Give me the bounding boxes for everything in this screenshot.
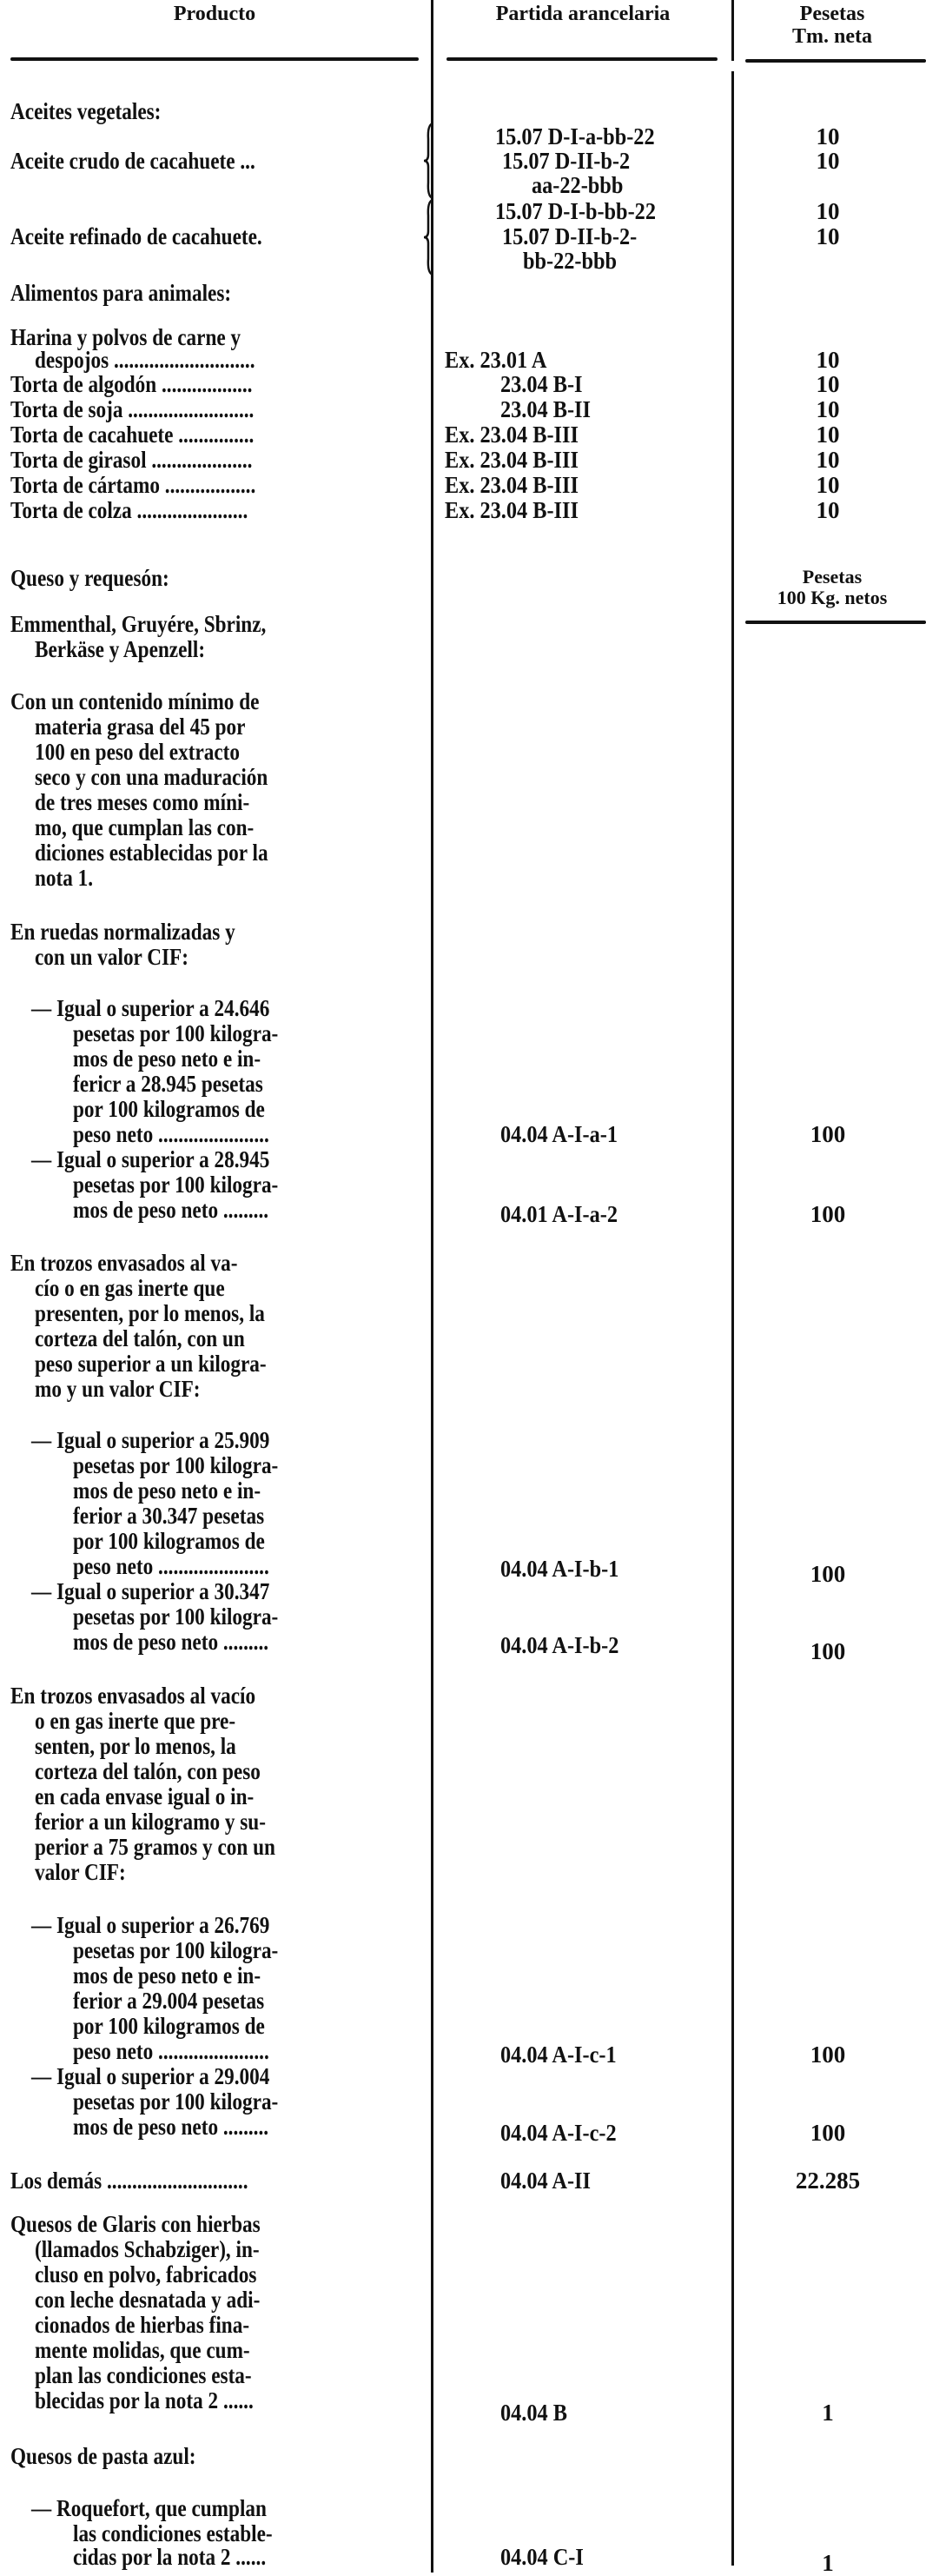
item-line: fericr a 28.945 pesetas xyxy=(73,1071,263,1097)
item-line: por 100 kilogramos de xyxy=(73,1528,265,1554)
paragraph-line: presenten, por lo menos, la xyxy=(35,1300,265,1326)
section-title: Aceites vegetales: xyxy=(10,98,162,124)
column-divider-2 xyxy=(731,0,734,61)
item-line: mos de peso neto e in- xyxy=(73,1962,261,1988)
tariff-code: 04.04 A-I-c-2 xyxy=(500,2120,617,2146)
subheader-rule xyxy=(745,621,926,624)
duty-value: 10 xyxy=(816,198,840,224)
tariff-code: Ex. 23.04 B-III xyxy=(445,447,579,473)
product-label: Berkäse y Apenzell: xyxy=(35,636,206,662)
item-line: pesetas por 100 kilogra- xyxy=(73,1603,279,1630)
item-line: mos de peso neto e in- xyxy=(73,1046,261,1072)
item-line: pesetas por 100 kilogra- xyxy=(73,1452,279,1478)
item-line: ferior a 29.004 pesetas xyxy=(73,1988,265,2014)
paragraph-line: En trozos envasados al va- xyxy=(10,1250,238,1276)
subheader-pesetas-2: 100 Kg. netos xyxy=(777,587,888,608)
tariff-code: 04.04 A-I-b-1 xyxy=(500,1556,619,1582)
paragraph-line: con un valor CIF: xyxy=(35,944,189,970)
duty-value: 10 xyxy=(816,497,840,523)
duty-value: 100 xyxy=(810,1561,846,1587)
paragraph-line: (llamados Schabziger), in- xyxy=(35,2236,260,2262)
tariff-code: 15.07 D-II-b-2 xyxy=(502,148,631,174)
tariff-code: Ex. 23.04 B-III xyxy=(445,497,579,523)
paragraph-line: materia grasa del 45 por xyxy=(35,714,246,740)
duty-value: 1 xyxy=(822,2400,834,2426)
duty-value: 1 xyxy=(822,2550,834,2576)
tariff-code: 04.04 B xyxy=(500,2400,567,2426)
item-line: pesetas por 100 kilogra- xyxy=(73,1172,279,1198)
item-line: por 100 kilogramos de xyxy=(73,2013,265,2039)
duty-value: 100 xyxy=(810,1121,846,1147)
paragraph-line: blecidas por la nota 2 ...... xyxy=(35,2387,254,2413)
column-divider-1 xyxy=(431,0,433,2573)
duty-value: 10 xyxy=(816,371,840,397)
item-line: — Igual o superior a 26.769 xyxy=(31,1912,270,1938)
paragraph-line: peso superior a un kilogra- xyxy=(35,1351,267,1377)
item-line: — Igual o superior a 25.909 xyxy=(31,1427,270,1453)
item-line: peso neto ...................... xyxy=(73,2038,269,2064)
duty-value: 100 xyxy=(810,1201,846,1227)
paragraph-line: o en gas inerte que pre- xyxy=(35,1708,236,1734)
item-line: mos de peso neto ......... xyxy=(73,2114,269,2140)
tariff-code: Ex. 23.04 B-III xyxy=(445,422,579,448)
product-label: despojos ............................ xyxy=(35,347,255,373)
paragraph-line: seco y con una maduración xyxy=(35,764,268,790)
tariff-code: 23.04 B-I xyxy=(500,371,583,397)
paragraph-line: de tres meses como míni- xyxy=(35,789,250,815)
duty-value: 100 xyxy=(810,2042,846,2068)
tariff-code: 04.04 A-I-c-1 xyxy=(500,2042,617,2068)
paragraph-line: 100 en peso del extracto xyxy=(35,739,241,765)
duty-value: 10 xyxy=(816,396,840,422)
paragraph-line: con leche desnatada y adi- xyxy=(35,2287,261,2313)
paragraph-line: cío o en gas inerte que xyxy=(35,1275,225,1301)
section-title: Alimentos para animales: xyxy=(10,280,232,306)
item-line: mos de peso neto e in- xyxy=(73,1477,261,1504)
brace-icon xyxy=(422,122,434,200)
duty-value: 10 xyxy=(816,472,840,498)
tariff-code: 04.04 C-I xyxy=(500,2544,584,2570)
duty-value: 10 xyxy=(816,347,840,373)
paragraph-line: diciones establecidas por la xyxy=(35,840,268,866)
duty-value: 10 xyxy=(816,148,840,174)
item-line: pesetas por 100 kilogra- xyxy=(73,2088,279,2115)
product-label: Aceite crudo de cacahuete ... xyxy=(10,148,255,174)
paragraph-line: perior a 75 gramos y con un xyxy=(35,1834,275,1860)
tariff-code: aa-22-bbb xyxy=(532,172,624,198)
header-partida: Partida arancelaria xyxy=(495,3,671,25)
tariff-code: 15.07 D-II-b-2- xyxy=(502,223,638,249)
item-line: — Igual o superior a 28.945 xyxy=(31,1146,270,1172)
product-label: Torta de algodón .................. xyxy=(10,371,253,397)
duty-value: 22.285 xyxy=(795,2168,861,2194)
tariff-code: 04.01 A-I-a-2 xyxy=(500,1201,618,1227)
product-label: Harina y polvos de carne y xyxy=(10,324,241,350)
paragraph-line: corteza del talón, con peso xyxy=(35,1758,261,1784)
product-label: Torta de cártamo .................. xyxy=(10,472,256,498)
paragraph-line: En ruedas normalizadas y xyxy=(10,919,235,945)
duty-value: 100 xyxy=(810,1638,846,1664)
header-rule-2 xyxy=(446,57,718,61)
tariff-code: 15.07 D-I-b-bb-22 xyxy=(495,198,656,224)
paragraph-line: En trozos envasados al vacío xyxy=(10,1683,256,1709)
tariff-code: Ex. 23.01 A xyxy=(445,347,547,373)
paragraph-line: en cada envase igual o in- xyxy=(35,1783,255,1809)
product-label: Emmenthal, Gruyére, Sbrinz, xyxy=(10,611,267,637)
paragraph-line: mente molidas, que cum- xyxy=(35,2337,250,2363)
item-line: — Roquefort, que cumplan xyxy=(31,2495,267,2521)
header-rule-3 xyxy=(745,59,926,63)
tariff-code: bb-22-bbb xyxy=(523,248,618,274)
item-line: pesetas por 100 kilogra- xyxy=(73,1020,279,1046)
item-line: las condiciones estable- xyxy=(73,2520,273,2546)
product-label: Torta de colza ...................... xyxy=(10,497,248,523)
tariff-code: 23.04 B-II xyxy=(500,396,591,422)
product-label: Aceite refinado de cacahuete. xyxy=(10,223,262,249)
tariff-code: 04.04 A-II xyxy=(500,2168,591,2194)
item-line: mos de peso neto ......... xyxy=(73,1629,269,1655)
paragraph-line: Quesos de Glaris con hierbas xyxy=(10,2211,261,2237)
header-rule-1 xyxy=(10,57,419,61)
header-producto: Producto xyxy=(173,3,256,25)
paragraph-line: corteza del talón, con un xyxy=(35,1325,245,1351)
item-line: cidas por la nota 2 ...... xyxy=(73,2544,267,2570)
duty-value: 100 xyxy=(810,2120,846,2146)
section-title: Quesos de pasta azul: xyxy=(10,2443,196,2469)
subheader-pesetas-1: Pesetas xyxy=(802,566,863,588)
item-line: — Igual o superior a 30.347 xyxy=(31,1578,270,1604)
paragraph-line: valor CIF: xyxy=(35,1859,126,1885)
item-line: pesetas por 100 kilogra- xyxy=(73,1937,279,1963)
paragraph-line: cluso en polvo, fabricados xyxy=(35,2261,257,2287)
item-line: ferior a 30.347 pesetas xyxy=(73,1503,265,1529)
item-line: peso neto ...................... xyxy=(73,1121,269,1147)
paragraph-line: cionados de hierbas fina- xyxy=(35,2312,250,2338)
paragraph-line: mo y un valor CIF: xyxy=(35,1376,201,1402)
duty-value: 10 xyxy=(816,447,840,473)
paragraph-line: Con un contenido mínimo de xyxy=(10,688,260,714)
item-line: peso neto ...................... xyxy=(73,1553,269,1579)
item-line: por 100 kilogramos de xyxy=(73,1096,265,1122)
section-title: Queso y requesón: xyxy=(10,565,169,591)
product-label: Torta de soja ......................... xyxy=(10,396,255,422)
header-pesetas-1: Pesetas xyxy=(799,3,865,25)
tariff-code: 04.04 A-I-b-2 xyxy=(500,1632,619,1658)
product-label: Los demás ............................ xyxy=(10,2168,248,2194)
tariff-code: 04.04 A-I-a-1 xyxy=(500,1121,618,1147)
paragraph-line: senten, por lo menos, la xyxy=(35,1733,236,1759)
paragraph-line: plan las condiciones esta- xyxy=(35,2362,252,2388)
item-line: — Igual o superior a 29.004 xyxy=(31,2063,270,2089)
product-label: Torta de girasol .................... xyxy=(10,447,253,473)
duty-value: 10 xyxy=(816,123,840,149)
brace-icon xyxy=(422,198,434,276)
product-label: Torta de cacahuete ............... xyxy=(10,422,255,448)
paragraph-line: ferior a un kilogramo y su- xyxy=(35,1809,266,1835)
item-line: — Igual o superior a 24.646 xyxy=(31,995,270,1021)
duty-value: 10 xyxy=(816,223,840,249)
item-line: mos de peso neto ......... xyxy=(73,1197,269,1223)
paragraph-line: nota 1. xyxy=(35,865,94,891)
duty-value: 10 xyxy=(816,422,840,448)
header-pesetas-2: Tm. neta xyxy=(792,25,872,48)
tariff-code: Ex. 23.04 B-III xyxy=(445,472,579,498)
paragraph-line: mo, que cumplan las con- xyxy=(35,814,255,840)
tariff-code: 15.07 D-I-a-bb-22 xyxy=(495,123,655,149)
